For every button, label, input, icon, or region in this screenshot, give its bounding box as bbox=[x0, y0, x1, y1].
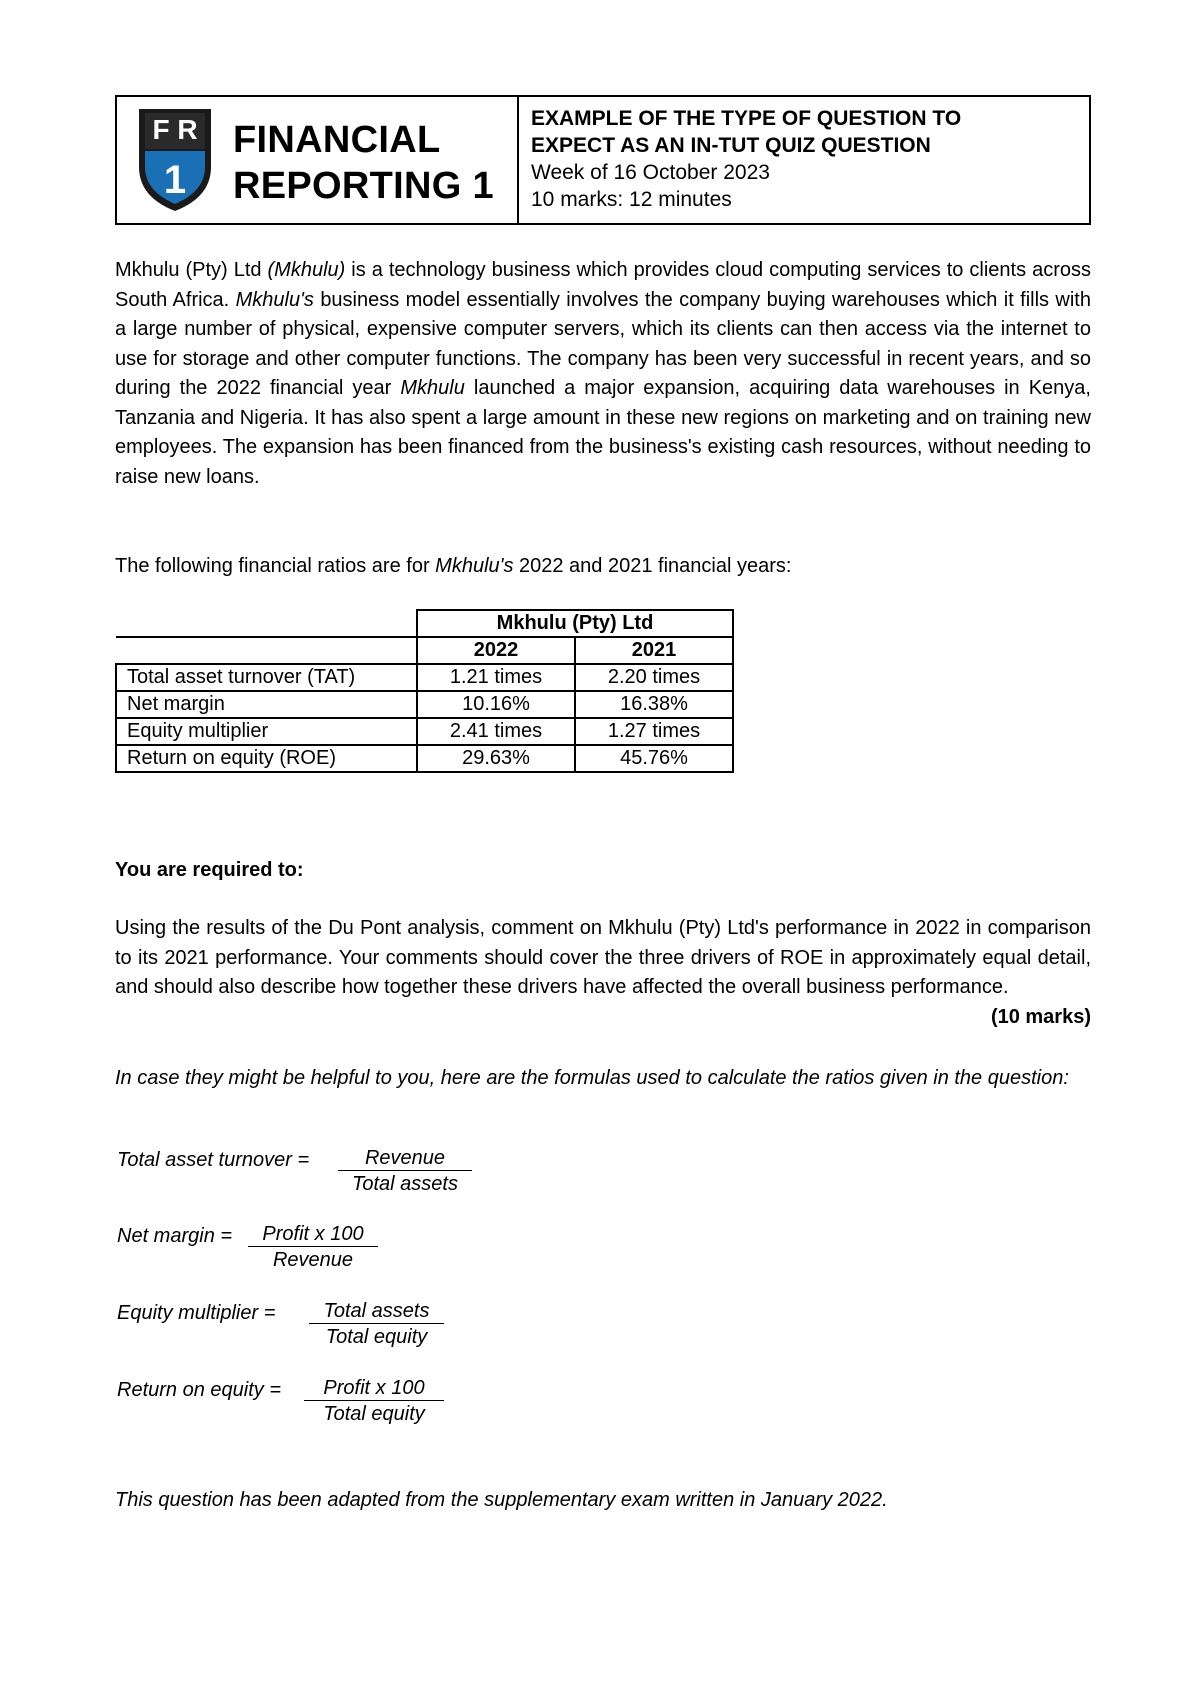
em-fraction bbox=[309, 1299, 444, 1350]
table-row bbox=[116, 718, 733, 745]
nm-numerator: Profit x 100 bbox=[248, 1222, 378, 1247]
roe-fraction bbox=[304, 1376, 444, 1427]
cell-2021: 2.20 times bbox=[575, 664, 733, 691]
table-corner bbox=[116, 610, 417, 637]
required-heading: You are required to: bbox=[115, 859, 304, 881]
tat-fraction bbox=[338, 1146, 472, 1197]
table-row bbox=[116, 664, 733, 691]
course-branding bbox=[117, 97, 519, 223]
table-row bbox=[116, 691, 733, 718]
nm-formula-label: Net margin = bbox=[117, 1225, 233, 1247]
cell-2022: 10.16% bbox=[417, 691, 575, 718]
course-title-line2: REPORTING 1 bbox=[233, 165, 494, 207]
year-header-2021: 2021 bbox=[575, 637, 733, 664]
cell-2021: 1.27 times bbox=[575, 718, 733, 745]
cell-2022: 1.21 times bbox=[417, 664, 575, 691]
intro-text-5: business model essentially involves the company buying warehouses which it fills with a large number of physical, expensive computer servers, which its clients can then access via the internet to use for storage and other computer functions. The company has been very successful in recent years, and so during the 2022 financial year bbox=[115, 288, 1091, 399]
row-label: Equity multiplier bbox=[116, 718, 417, 745]
table-years-row bbox=[116, 637, 733, 664]
cell-2021: 45.76% bbox=[575, 745, 733, 772]
footer-note: This question has been adapted from the supplementary exam written in January 2022. bbox=[115, 1489, 888, 1511]
course-title bbox=[233, 117, 494, 209]
company-header: Mkhulu (Pty) Ltd bbox=[417, 610, 733, 637]
em-formula-label: Equity multiplier = bbox=[117, 1302, 276, 1324]
header-box bbox=[115, 95, 1091, 225]
course-title-line1: FINANCIAL bbox=[233, 119, 441, 161]
nm-denominator: Revenue bbox=[272, 1249, 354, 1271]
week-label: Week of 16 October 2023 bbox=[531, 161, 770, 184]
ratios-intro-2: Mkhulu's bbox=[435, 555, 514, 577]
intro-text-4: Mkhulu's bbox=[235, 288, 314, 311]
ratios-table bbox=[115, 609, 734, 773]
row-label: Net margin bbox=[116, 691, 417, 718]
fr1-shield-logo bbox=[135, 105, 215, 215]
required-text bbox=[115, 914, 1091, 1032]
intro-text-1: Mkhulu (Pty) Ltd bbox=[115, 259, 268, 281]
tat-denominator: Total assets bbox=[352, 1173, 458, 1195]
shield-letters: F R bbox=[152, 114, 198, 145]
example-title-line1: EXAMPLE OF THE TYPE OF QUESTION TO bbox=[531, 107, 962, 130]
ratios-intro-1: The following financial ratios are for bbox=[115, 555, 436, 577]
marks-time-label: 10 marks: 12 minutes bbox=[531, 188, 732, 211]
intro-text-6: Mkhulu bbox=[400, 377, 465, 399]
ratios-intro bbox=[115, 552, 1091, 582]
intro-text-3: is a technology business which provides cloud computing services to clients across South Africa. bbox=[115, 259, 1091, 311]
roe-formula-label: Return on equity = bbox=[117, 1379, 281, 1401]
nm-fraction bbox=[248, 1222, 378, 1273]
em-numerator: Total assets bbox=[309, 1299, 444, 1324]
quiz-info bbox=[519, 97, 1089, 223]
roe-numerator: Profit x 100 bbox=[304, 1376, 444, 1401]
tat-formula-label: Total asset turnover = bbox=[117, 1149, 310, 1171]
shield-number: 1 bbox=[163, 158, 187, 202]
cell-2022: 29.63% bbox=[417, 745, 575, 772]
intro-text-7: launched a major expansion, acquiring data warehouses in Kenya, Tanzania and Nigeria. It has also spent a large amount in these new regions on marketing and on training new employees. The expansion has been financed from the business's existing cash resources, without needing to raise new loans. bbox=[115, 377, 1091, 488]
cell-2022: 2.41 times bbox=[417, 718, 575, 745]
formulas-intro: In case they might be helpful to you, here are the formulas used to calculate the ratios given in the question: bbox=[115, 1067, 1069, 1089]
table-corner bbox=[116, 637, 417, 664]
example-title-line2: EXPECT AS AN IN-TUT QUIZ QUESTION bbox=[531, 134, 931, 157]
table-header-row bbox=[116, 610, 733, 637]
intro-paragraph bbox=[115, 256, 1091, 492]
em-denominator: Total equity bbox=[325, 1326, 428, 1348]
required-body: Using the results of the Du Pont analysis, comment on Mkhulu (Pty) Ltd's performance in 2022 in comparison to its 2021 performance. Your comments should cover the three drivers of ROE in approximately equal detail, and should also describe how together these drivers have affected the overall business performance. bbox=[115, 917, 1091, 998]
roe-denominator: Total equity bbox=[323, 1403, 425, 1425]
tat-numerator: Revenue bbox=[338, 1146, 472, 1171]
cell-2021: 16.38% bbox=[575, 691, 733, 718]
table-row bbox=[116, 745, 733, 772]
row-label: Total asset turnover (TAT) bbox=[116, 664, 417, 691]
year-header-2022: 2022 bbox=[417, 637, 575, 664]
marks-label: (10 marks) bbox=[990, 1005, 1091, 1028]
row-label: Return on equity (ROE) bbox=[116, 745, 417, 772]
intro-text-2: (Mkhulu) bbox=[267, 259, 346, 281]
ratios-intro-3: 2022 and 2021 financial years: bbox=[513, 555, 792, 577]
